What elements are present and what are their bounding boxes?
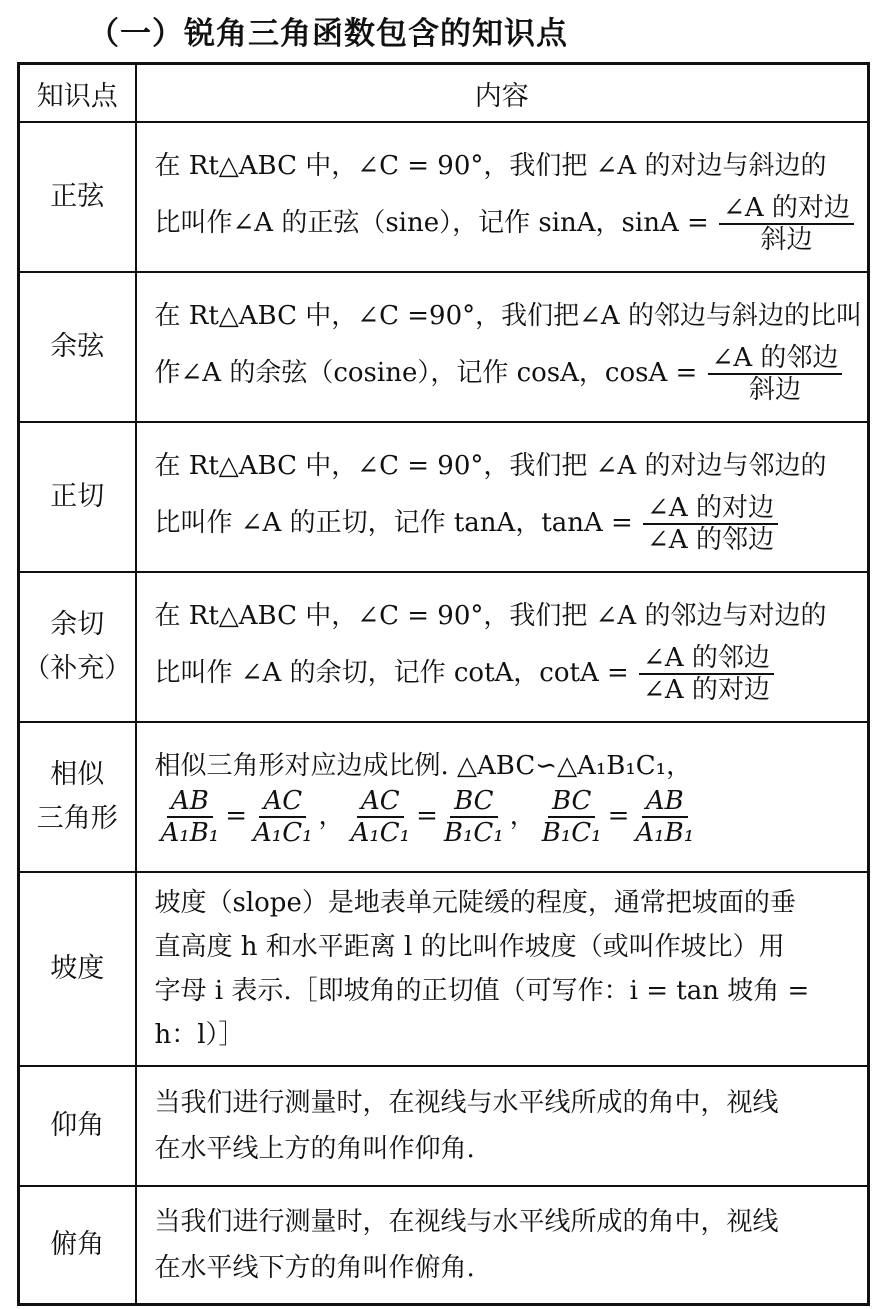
fraction-numerator: BC <box>548 786 595 818</box>
fraction-numerator: AB <box>642 786 688 818</box>
term-label: 相似 <box>50 759 105 790</box>
term-slope: 坡度 <box>19 872 136 1066</box>
fraction-denominator: B₁C₁ <box>541 818 602 848</box>
fraction <box>538 786 606 848</box>
fraction-denominator: A₁C₁ <box>350 818 411 848</box>
content-text: 比叫作∠A 的正弦（sine），记作 sinA，sinA = <box>154 208 709 238</box>
fraction <box>643 493 778 555</box>
content-line <box>155 343 856 405</box>
content-line <box>155 493 856 555</box>
table-row <box>19 572 869 722</box>
content-line: 坡度（slope）是地表单元陡缓的程度，通常把坡面的垂 <box>154 888 796 918</box>
fraction <box>631 786 698 848</box>
table-row <box>19 872 869 1066</box>
content-line: 在水平线下方的角叫作俯角. <box>154 1252 475 1283</box>
term-label: 余切 <box>50 609 105 640</box>
content-text: 作∠A 的余弦（cosine），记作 cosA，cosA = <box>154 358 698 388</box>
header-knowledge-point: 知识点 <box>19 64 136 123</box>
fraction-numerator: AC <box>357 786 404 818</box>
content-text: 比叫作 ∠A 的正切，记作 tanA，tanA = <box>154 508 633 538</box>
content-sine <box>136 122 869 272</box>
term-label: 三角形 <box>36 803 118 834</box>
content-line: 直高度 h 和水平距离 l 的比叫作坡度（或叫作坡比）用 <box>154 932 785 962</box>
content-line: 在 Rt△ABC 中，∠C = 90°，我们把 ∠A 的对边与邻边的 <box>154 451 827 481</box>
fraction <box>708 343 843 405</box>
fraction-denominator: ∠A 的对边 <box>643 675 770 705</box>
content-line: 当我们进行测量时，在视线与水平线所成的角中，视线 <box>154 1206 779 1237</box>
fraction-numerator: ∠A 的邻边 <box>639 643 774 675</box>
content-tangent <box>136 422 869 572</box>
fraction-denominator: 斜边 <box>749 375 802 405</box>
fraction-denominator: A₁B₁ <box>160 818 220 848</box>
fraction <box>157 786 224 848</box>
content-line <box>155 643 856 705</box>
content-slope <box>136 872 869 1066</box>
table-row <box>19 272 869 422</box>
content-line: 在水平线上方的角叫作仰角. <box>154 1134 475 1164</box>
content-line <box>155 193 856 255</box>
content-angle-of-depression <box>136 1186 869 1304</box>
content-line: h：l）］ <box>154 1020 245 1050</box>
content-line: 在 Rt△ABC 中，∠C =90°，我们把∠A 的邻边与斜边的比叫 <box>154 301 862 331</box>
content-cosine <box>136 272 869 422</box>
fraction-numerator: ∠A 的对边 <box>643 493 778 525</box>
fraction <box>249 786 317 848</box>
section-title: （一）锐角三角函数包含的知识点 <box>88 16 568 52</box>
content-line: 相似三角形对应边成比例. △ABC∽△A₁B₁C₁， <box>154 751 693 781</box>
fraction-denominator: ∠A 的邻边 <box>647 525 774 555</box>
table-header-row <box>19 64 869 123</box>
content-line: 在 Rt△ABC 中，∠C = 90°，我们把 ∠A 的邻边与对边的 <box>154 601 827 631</box>
table-row <box>19 722 869 872</box>
fraction-denominator: B₁C₁ <box>443 818 504 848</box>
fraction-denominator: A₁B₁ <box>635 818 695 848</box>
fraction-denominator: A₁C₁ <box>253 818 313 848</box>
fraction-numerator: BC <box>450 786 497 818</box>
table-row <box>19 122 869 272</box>
fraction-denominator: 斜边 <box>760 225 813 255</box>
fraction-numerator: AC <box>259 786 306 818</box>
term-sine: 正弦 <box>19 122 136 272</box>
content-similar-triangles <box>136 722 869 872</box>
term-similar-triangles <box>19 722 136 872</box>
table-row <box>19 1066 869 1186</box>
content-line: 字母 i 表示.［即坡角的正切值（可写作：i = tan 坡角 = <box>154 976 810 1006</box>
content-angle-of-elevation <box>136 1066 869 1186</box>
proportion-line: $\frac{AB}{\text{A₁B₁}}$ = $\frac{AC}{\text{A₁C₁}}$ ， $\frac{AC}{\text{A₁C₁}}$ = $\frac{BC}{\text{B₁C₁}}$ ， $\frac{BC}{\text{B₁C₁}}$ = $\frac{AB}{\text{A₁B₁}}$ <box>155 786 856 848</box>
content-cotangent <box>136 572 869 722</box>
content-line: 在 Rt△ABC 中，∠C = 90°，我们把 ∠A 的对边与斜边的 <box>154 151 827 181</box>
fraction-numerator: ∠A 的对边 <box>719 193 854 225</box>
term-angle-of-depression: 俯角 <box>19 1186 136 1304</box>
fraction <box>347 786 415 848</box>
term-tangent: 正切 <box>19 422 136 572</box>
fraction <box>440 786 508 848</box>
fraction-numerator: AB <box>167 786 213 818</box>
term-angle-of-elevation: 仰角 <box>19 1066 136 1186</box>
term-cosine: 余弦 <box>19 272 136 422</box>
header-content: 内容 <box>136 64 869 123</box>
knowledge-table <box>17 62 870 1306</box>
term-note: （补充） <box>23 653 132 684</box>
fraction-numerator: ∠A 的邻边 <box>708 343 843 375</box>
content-text: 比叫作 ∠A 的余切，记作 cotA，cotA = <box>154 658 629 688</box>
term-cotangent <box>19 572 136 722</box>
content-line: 当我们进行测量时，在视线与水平线所成的角中，视线 <box>154 1088 779 1118</box>
fraction <box>639 643 774 705</box>
table-row <box>19 422 869 572</box>
table-row <box>19 1186 869 1304</box>
fraction <box>719 193 854 255</box>
